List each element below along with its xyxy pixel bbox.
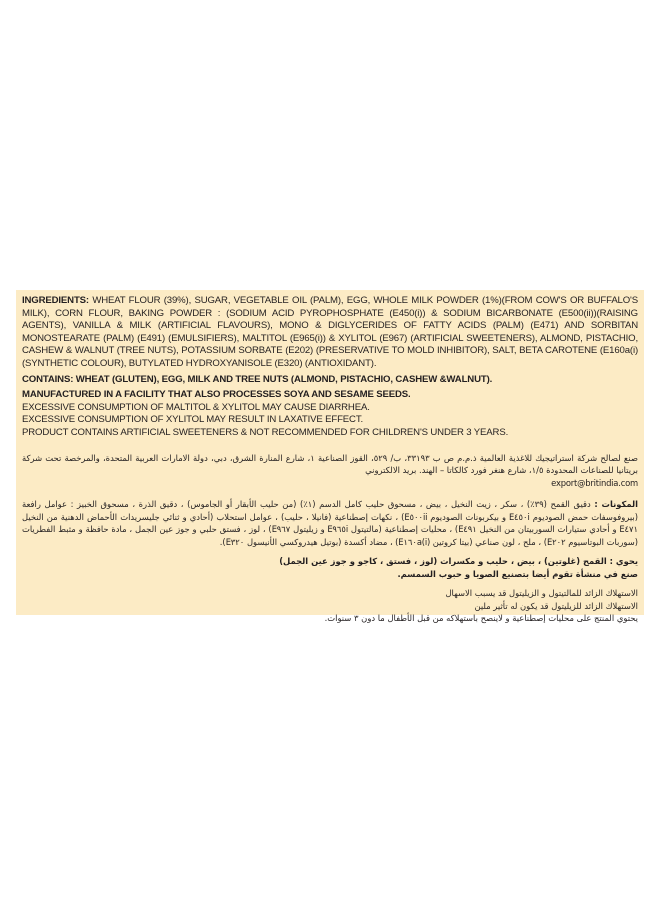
arabic-email: export@britindia.com [551,477,638,488]
english-warning-children: PRODUCT CONTAINS ARTIFICIAL SWEETENERS & NOT RECOMMENDED FOR CHILDREN'S UNDER 3 YEARS. [22,426,509,438]
arabic-warning-xylitol-laxative: الاستهلاك الزائد للزيليتول قد يكون له تأثير ملين [474,600,638,611]
english-ingredients [22,295,638,371]
arabic-ingredients [22,498,638,548]
arabic-warning-maltitol-xylitol: الاستهلاك الزائد للمالتيتول و الزيليتول قد يسبب الاسهال [445,588,638,599]
english-facility-statement: MANUFACTURED IN A FACILITY THAT ALSO PROCESSES SOYA AND SESAME SEEDS. [22,389,411,401]
english-section [22,295,638,440]
ingredients-label-panel [16,290,644,624]
arabic-warning-children: يحتوي المنتج على محليات إصطناعية و لاينصح باستهلاكه من قبل الأطفال ما دون ٣ سنوات. [324,613,638,624]
english-ingredients-label: INGREDIENTS: [22,295,89,306]
arabic-company-info: صنع لصالح شركة استراتيجيك للاغذية العالمية ذ.م.م ص ب ٣٣١٩٣، ب/ ٥٢٩، القوز الصناعية ١، شارع المنارة الشرق، دبي، دولة الامارات العربية المتحدة، والمرخصة تحت شركة بريتانيا للصناعات المحدودة ١/٥، شارع هنغر فورد كالكاتا – الهند. بريد الالكتروني [22,452,638,476]
arabic-ingredients-text: دقيق القمح (٣٩٪) ، سكر ، زيت النخيل ، بيض ، مسحوق حليب كامل الدسم (١٪) (من حليب الأبقار أو الجاموس) ، دقيق الذرة ، مسحوق الخبيز : عوامل رافعة (بيروفوسفات حمض الصوديوم E٤٥٠i و بيكربونات الصوديوم E٥٠٠ii) ، نكهات إصطناعية (فانيلا ، حليب) ، عوامل استحلاب (أحادي و ثنائي جليسريدات الأحماض الدهنية من النخيل E٤٧١ و أحادي ستيارات السوربيتان من النخيل E٤٩١) ، محليات إصطناعية (مالتيتول E٩٦٥i و زيليتول E٩٦٧) ، لوز ، فستق حلبي و جوز عين الجمل ، مادة حافظة و مثبط الفطريات (سوربات البوتاسيوم E٢٠٢) ، ملح ، لون صناعي (بيتا كروتين E١٦٠a(i)) ، مضاد أكسدة (بوتيل هيدروكسي الأنيسول E٣٢٠). [22,499,639,547]
arabic-allergen-contains: يحوي : القمح (غلوتين) ، بيض ، حليب و مكسرات (لوز ، فستق ، كاجو و جوز عين الجمل) [279,556,638,567]
arabic-section [22,452,638,625]
arabic-facility-statement: صنع في منشأة تقوم أيضا بتصنيع الصويا و حبوب السمسم. [397,568,638,579]
arabic-ingredients-label: المكونات : [594,499,638,510]
english-warning-xylitol-laxative: EXCESSIVE CONSUMPTION OF XYLITOL MAY RESULT IN LAXATIVE EFFECT. [22,414,363,426]
english-ingredients-text: WHEAT FLOUR (39%), SUGAR, VEGETABLE OIL (PALM), EGG, WHOLE MILK POWDER (1%)(FROM COW'S OR BUFFALO'S MILK), CORN FLOUR, BAKING POWDER : (SODIUM ACID PYROPHOSPHATE (E450(i)) & SODIUM BICARBONATE (E500(ii))(RAISING AGENTS), VANILLA & MILK (ARTIFICIAL FLAVOURS), MONO & DIGLYCERIDES OF FATTY ACIDS (PALM) (E471) AND SORBITAN MONOSTEARATE (PALM) (E491) (EMULSIFIERS), MALTITOL (E965(i)) & XYLITOL (E967) (ARTIFICIAL SWEETENERS), ALMOND, PISTACHIO, CASHEW & WALNUT (TREE NUTS), POTASSIUM SORBATE (E202) (PRESERVATIVE TO MOLD INHIBITOR), SALT, BETA CAROTENE (E160a(i) (SYNTHETIC COLOUR), BUTYLATED HYDROXYANISOLE (E320) (ANTIOXIDANT). [22,295,638,369]
english-allergen-contains: CONTAINS: WHEAT (GLUTEN), EGG, MILK AND TREE NUTS (ALMOND, PISTACHIO, CASHEW &WALNUT). [22,373,493,385]
english-warning-maltitol-xylitol: EXCESSIVE CONSUMPTION OF MALTITOL & XYLITOL MAY CAUSE DIARRHEA. [22,401,370,413]
